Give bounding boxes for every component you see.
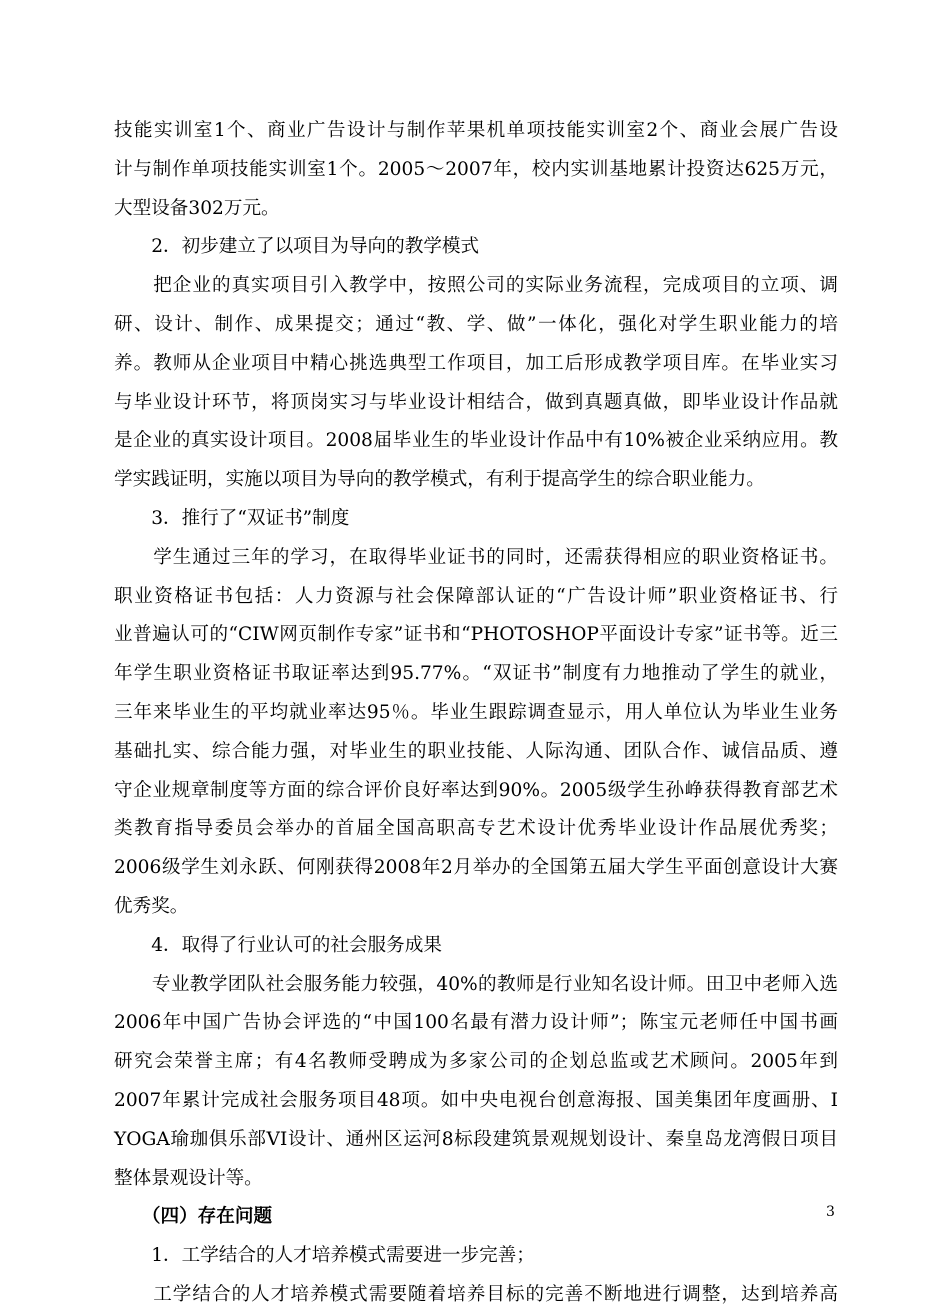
text-line: 与毕业设计环节，将顶岗实习与毕业设计相结合，做到真题真做，即毕业设计作品就	[114, 391, 838, 413]
text-line: 2006年中国广告协会评选的“中国100名最有潜力设计师”；陈宝元老师任中国书画	[114, 1012, 838, 1034]
text-line: 是企业的真实设计项目。2008届毕业生的毕业设计作品中有10%被企业采纳应用。教	[114, 430, 838, 452]
text-line: 1．工学结合的人才培养模式需要进一步完善；	[114, 1245, 535, 1267]
text-line: 3．推行了“双证书”制度	[114, 507, 350, 529]
body-text	[114, 112, 838, 1315]
text-line: 工学结合的人才培养模式需要随着培养目标的完善不断地进行调整，达到培养高	[114, 1283, 838, 1305]
text-line: 年学生职业资格证书取证率达到95.77%。“双证书”制度有力地推动了学生的就业，	[114, 663, 838, 685]
text-line: 学生通过三年的学习，在取得毕业证书的同时，还需获得相应的职业资格证书。	[114, 546, 838, 568]
text-line: 把企业的真实项目引入教学中，按照公司的实际业务流程，完成项目的立项、调	[114, 275, 838, 297]
text-line: 大型设备302万元。	[114, 197, 280, 219]
text-line: 专业教学团队社会服务能力较强，40%的教师是行业知名设计师。田卫中老师入选	[114, 973, 838, 995]
text-line: 养。教师从企业项目中精心挑选典型工作项目，加工后形成教学项目库。在毕业实习	[114, 352, 838, 374]
text-line: 整体景观设计等。	[114, 1167, 263, 1189]
text-line: 三年来毕业生的平均就业率达95％。毕业生跟踪调查显示，用人单位认为毕业生业务	[114, 701, 838, 723]
text-line: 守企业规章制度等方面的综合评价良好率达到90%。2005级学生孙峥获得教育部艺术	[114, 779, 838, 801]
text-line: 2006级学生刘永跃、何刚获得2008年2月举办的全国第五届大学生平面创意设计大赛	[114, 857, 838, 879]
text-line: 2007年累计完成社会服务项目48项。如中央电视台创意海报、国美集团年度画册、I	[114, 1089, 838, 1111]
section-heading: （四）存在问题	[114, 1206, 273, 1228]
text-line: YOGA瑜珈俱乐部VI设计、通州区运河8标段建筑景观规划设计、秦皇岛龙湾假日项目	[114, 1128, 838, 1150]
text-line: 基础扎实、综合能力强，对毕业生的职业技能、人际沟通、团队合作、诚信品质、遵	[114, 740, 838, 762]
text-line: 技能实训室1个、商业广告设计与制作苹果机单项技能实训室2个、商业会展广告设	[114, 120, 838, 141]
text-line: 4．取得了行业认可的社会服务成果	[114, 934, 442, 956]
text-line: 学实践证明，实施以项目为导向的教学模式，有利于提高学生的综合职业能力。	[114, 469, 765, 491]
text-line: 业普遍认可的“CIW网页制作专家”证书和“PHOTOSHOP平面设计专家”证书等。近三	[114, 624, 838, 646]
text-line: 计与制作单项技能实训室1个。2005～2007年，校内实训基地累计投资达625万元，	[114, 158, 838, 180]
text-line: 研究会荣誉主席；有4名教师受聘成为多家公司的企划总监或艺术顾问。2005年到	[114, 1051, 838, 1073]
text-line: 2．初步建立了以项目为导向的教学模式	[114, 236, 480, 258]
text-line: 类教育指导委员会举办的首届全国高职高专艺术设计优秀毕业设计作品展优秀奖；	[114, 818, 838, 840]
text-line: 优秀奖。	[114, 895, 189, 917]
text-line: 研、设计、制作、成果提交；通过“教、学、做”一体化，强化对学生职业能力的培	[114, 313, 838, 335]
page-number: 3	[826, 1204, 835, 1220]
text-line: 职业资格证书包括：人力资源与社会保障部认证的“广告设计师”职业资格证书、行	[114, 585, 838, 607]
